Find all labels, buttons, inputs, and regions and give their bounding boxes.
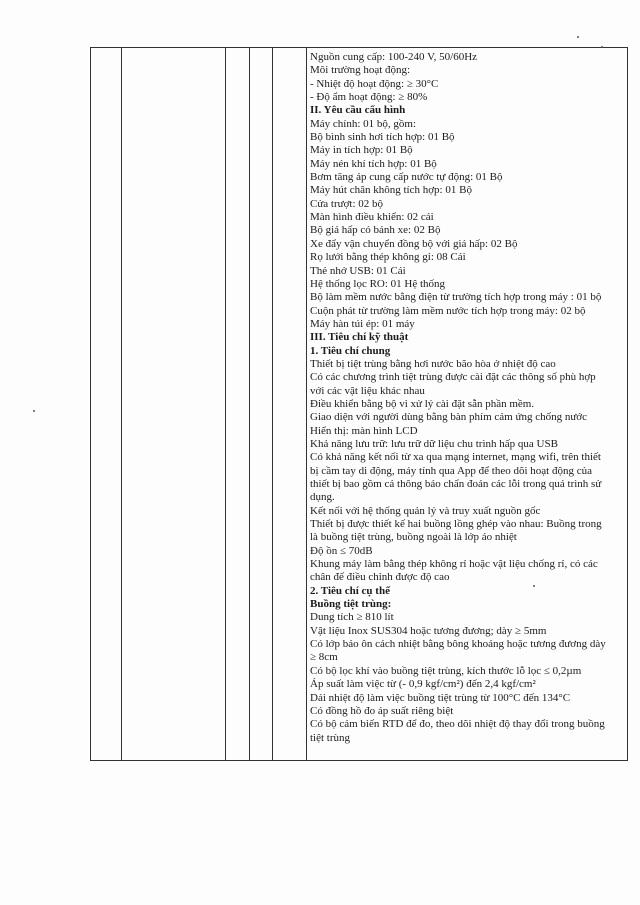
spec-line: Có các chương trình tiệt trùng được cài đặt các thông số phù hợp [310,371,596,384]
spec-line: thiết bị bao gồm cả thông báo chẩn đoán các lỗi trong quá trình sử [310,478,602,490]
spec-line: Bộ giá hấp có bánh xe: 02 Bộ [310,224,441,237]
spec-line: Máy hàn túi ép: 01 máy [310,317,415,330]
spec-line: Giao diện với người dùng bằng bàn phím cảm ứng chống nước [310,411,587,424]
spec-line: Có bộ cảm biến RTD để đo, theo dõi nhiệt độ thay đổi trong buồng [310,718,605,731]
spec-line: Có lớp bảo ôn cách nhiệt bằng bông khoáng hoặc tương đương dày [310,638,606,651]
section-heading: III. Tiêu chí kỹ thuật [310,331,409,344]
spec-line: Độ ồn ≤ 70dB [310,544,373,557]
spec-line: Máy nén khí tích hợp: 01 Bộ [310,157,437,170]
spec-line: Bộ làm mềm nước bằng điện từ trường tích hợp trong máy : 01 bộ [310,291,602,304]
scan-speck [601,46,603,48]
spec-line: là buồng tiệt trùng, buồng ngoài là lớp áo nhiệt [310,531,517,544]
spec-line: Nguồn cung cấp: 100-240 V, 50/60Hz [310,51,478,63]
table-top-border [90,47,627,48]
table-column-border [121,47,122,761]
section-heading: II. Yêu cầu cấu hình [310,104,406,117]
spec-line: Máy hút chân không tích hợp: 01 Bộ [310,184,472,197]
spec-line: Hiển thị: màn hình LCD [310,424,418,437]
spec-line: Cuộn phát từ trường làm mềm nước tích hợp trong máy: 02 bộ [310,304,586,317]
spec-line: Bộ bình sinh hơi tích hợp: 01 Bộ [310,131,455,144]
spec-line: Rọ lưới bằng thép không gỉ: 08 Cái [310,251,466,264]
spec-line: chân đế điều chỉnh được độ cao [310,571,450,584]
spec-line: Khả năng lưu trữ: lưu trữ dữ liệu chu trình hấp qua USB [310,437,558,450]
spec-line: Điều khiển bằng bộ vi xử lý cài đặt sẵn phần mềm. [310,397,535,410]
spec-line: Có đồng hồ đo áp suất riêng biệt [310,704,454,717]
spec-line: Có bộ lọc khí vào buồng tiệt trùng, kích thước lỗ lọc ≤ 0,2µm [310,664,582,677]
spec-line: Hệ thống lọc RO: 01 Hệ thống [310,277,446,290]
spec-line: Áp suất làm việc từ (- 0,9 kgf/cm²) đến 2,4 kgf/cm² [310,678,536,691]
table-column-border [225,47,226,761]
spec-line: Dung tích ≥ 810 lít [310,611,394,624]
section-heading: 1. Tiêu chí chung [310,344,391,357]
spec-line: Xe đẩy vận chuyển đồng bộ với giá hấp: 02 Bộ [310,237,518,250]
table-column-border [90,47,91,761]
section-heading: 2. Tiêu chí cụ thể [310,584,390,597]
spec-line: - Độ ẩm hoạt động: ≥ 80% [310,91,428,104]
table-column-border [306,47,307,761]
specification-cell [310,51,624,745]
spec-line: Kết nối với hệ thống quản lý và truy xuất nguồn gốc [310,504,541,517]
spec-line: tiệt trùng [310,731,351,744]
spec-line: Màn hình điều khiển: 02 cái [310,211,434,224]
spec-line: Môi trường hoạt động: [310,64,411,77]
table-bottom-border [90,760,627,761]
spec-line: với các vật liệu khác nhau [310,384,425,397]
scan-speck [577,36,579,38]
spec-line: Khung máy làm bằng thép không rỉ hoặc vật liệu chống rỉ, có các [310,558,598,571]
section-heading: Buồng tiệt trùng: [310,598,392,611]
scan-speck [33,410,35,412]
spec-line: Thiết bị được thiết kế hai buồng lồng ghép vào nhau: Buồng trong [310,518,602,531]
spec-line: bị cầm tay di động, máy tính qua App để theo dõi hoạt động của [310,464,592,477]
spec-line: ≥ 8cm [310,651,338,664]
spec-line: Máy in tích hợp: 01 Bộ [310,144,413,157]
table-column-border [627,47,628,761]
spec-line: Có khả năng kết nối từ xa qua mạng internet, mạng wifi, trên thiết [310,451,601,464]
spec-line: Thiết bị tiệt trùng bằng hơi nước bão hòa ở nhiệt độ cao [310,357,556,370]
table-column-border [249,47,250,761]
spec-line: Dải nhiệt độ làm việc buồng tiệt trùng từ 100°C đến 134°C [310,691,571,704]
spec-line: Bơm tăng áp cung cấp nước tự động: 01 Bộ [310,171,503,184]
spec-line: Cửa trượt: 02 bộ [310,197,384,210]
table-column-border [272,47,273,761]
spec-line: - Nhiệt độ hoạt động: ≥ 30°C [310,77,439,90]
spec-line: dụng. [310,491,335,504]
spec-line: Vật liệu Inox SUS304 hoặc tương đương; dày ≥ 5mm [310,624,547,637]
spec-line: Thẻ nhớ USB: 01 Cái [310,264,406,277]
spec-line: Máy chính: 01 bộ, gồm: [310,117,417,130]
